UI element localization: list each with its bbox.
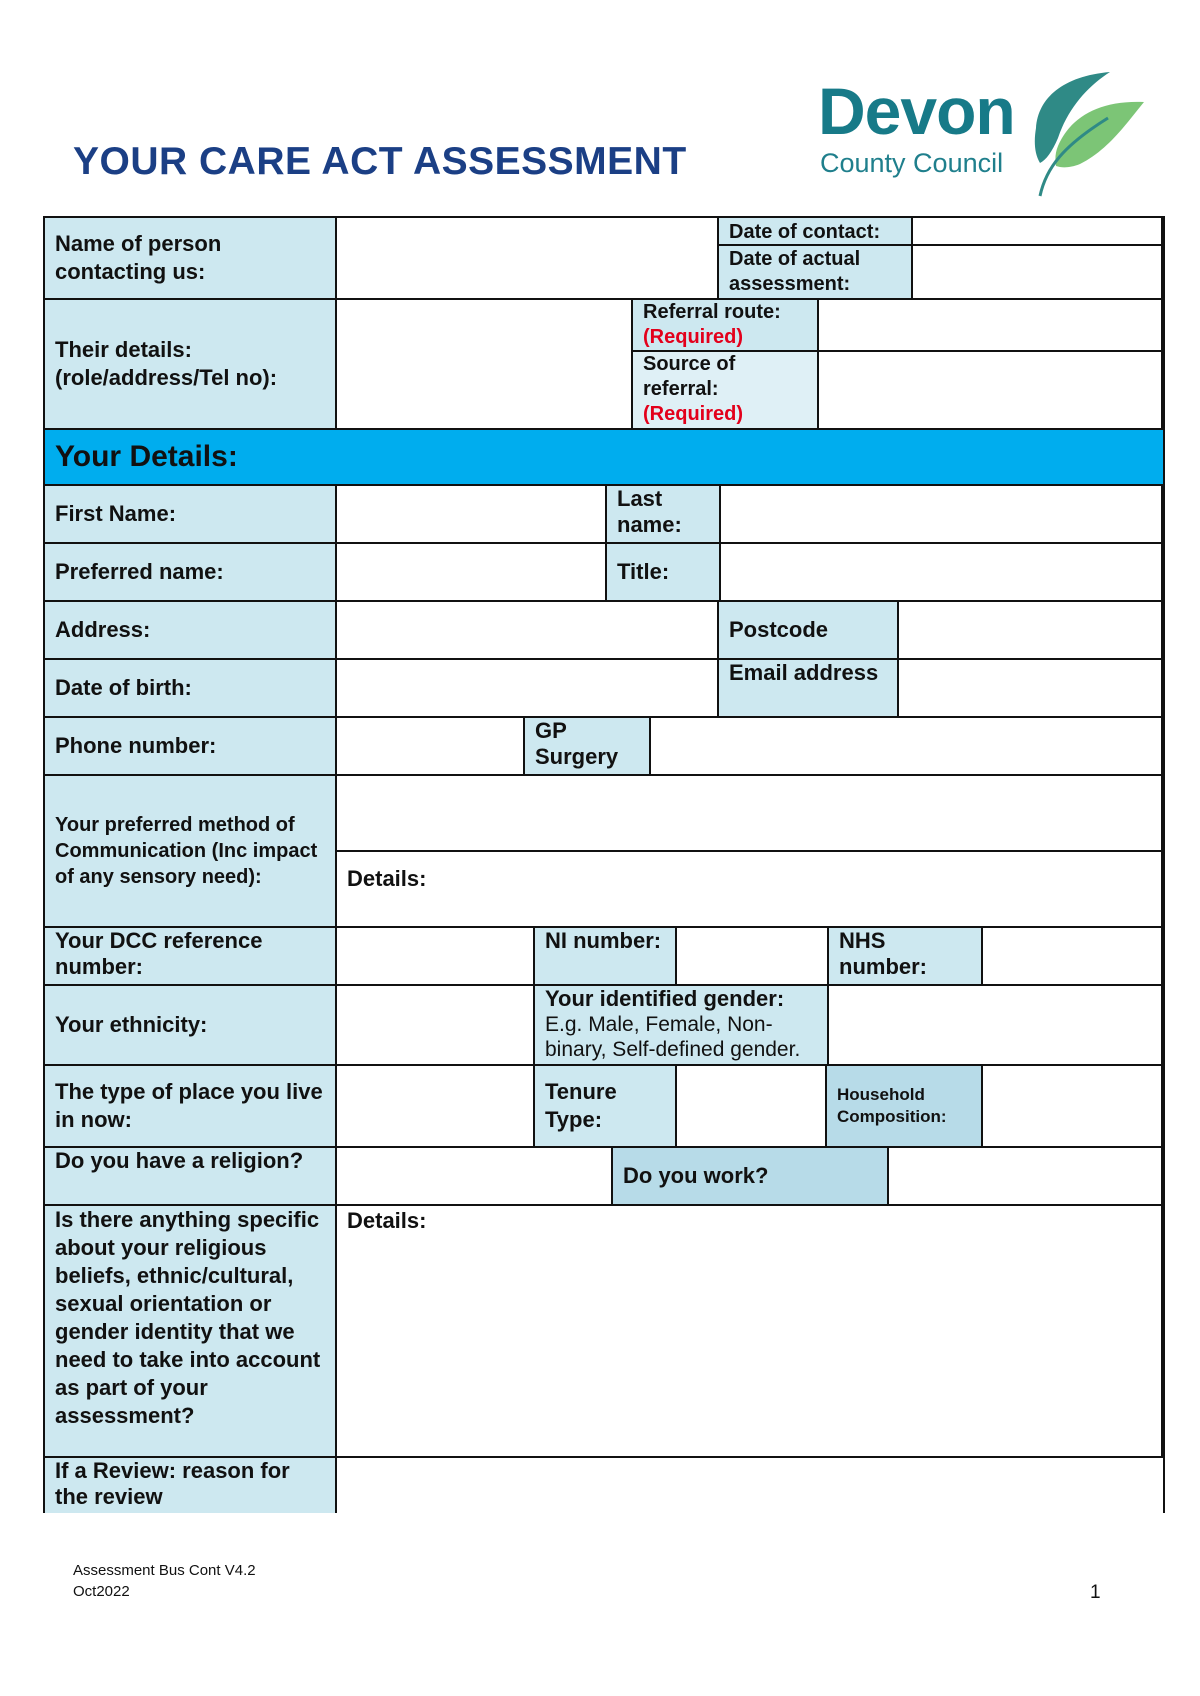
date-of-assessment-field[interactable] [913, 246, 1163, 300]
label-date-of-birth: Date of birth: [45, 660, 337, 718]
label-first-name: First Name: [45, 486, 337, 544]
label-religion: Do you have a religion? [45, 1148, 337, 1206]
label-last-name: Last name: [607, 486, 721, 544]
leaf-icon [1018, 68, 1148, 198]
page-number: 1 [1090, 1582, 1101, 1603]
preferred-name-field[interactable] [337, 544, 607, 602]
label-title: Title: [607, 544, 721, 602]
logo-text-county-council: County Council [820, 148, 1004, 178]
label-ethnicity: Your ethnicity: [45, 986, 337, 1066]
footer [73, 1560, 256, 1602]
label-phone-number: Phone number: [45, 718, 337, 776]
label-date-of-assessment: Date of actual assessment: [719, 246, 913, 300]
name-of-person-field[interactable] [337, 218, 719, 300]
specific-considerations-field[interactable]: Details: [337, 1206, 1163, 1458]
footer-date: Oct2022 [73, 1583, 130, 1600]
footer-version: Assessment Bus Cont V4.2 [73, 1562, 256, 1579]
date-of-birth-field[interactable] [337, 660, 719, 718]
identified-gender-text: Your identified gender: [545, 986, 785, 1011]
label-do-you-work: Do you work? [613, 1148, 889, 1206]
label-email-address: Email address [719, 660, 899, 718]
phone-number-field[interactable] [337, 718, 525, 776]
label-nhs-number: NHS number: [829, 928, 983, 986]
section-heading-your-details: Your Details: [45, 430, 1163, 486]
referral-route-text: Referral route: [643, 301, 781, 323]
label-specific-considerations: Is there anything specific about your religious beliefs, ethnic/cultural, sexual orientation or gender identity that we need to take into account as part of your assessment? [45, 1206, 337, 1458]
label-tenure-type: Tenure Type: [535, 1066, 677, 1148]
tenure-type-field[interactable] [677, 1066, 827, 1148]
label-dcc-reference: Your DCC reference number: [45, 928, 337, 986]
label-source-of-referral [633, 352, 819, 430]
label-communication: Your preferred method of Communication (Inc impact of any sensory need): [45, 776, 337, 928]
address-field[interactable] [337, 602, 719, 660]
ni-number-field[interactable] [677, 928, 829, 986]
title-field[interactable] [721, 544, 1163, 602]
source-of-referral-field[interactable] [819, 352, 1163, 430]
label-date-of-contact: Date of contact: [719, 218, 913, 246]
ethnicity-field[interactable] [337, 986, 535, 1066]
dcc-reference-field[interactable] [337, 928, 535, 986]
postcode-field[interactable] [899, 602, 1163, 660]
household-composition-field[interactable] [983, 1066, 1163, 1148]
referral-route-required: (Required) [643, 326, 743, 348]
last-name-field[interactable] [721, 486, 1163, 544]
label-address: Address: [45, 602, 337, 660]
label-referral-route [633, 300, 819, 352]
page-title: YOUR CARE ACT ASSESSMENT [73, 140, 687, 183]
communication-method-field[interactable] [337, 776, 1163, 852]
do-you-work-field[interactable] [889, 1148, 1163, 1206]
label-identified-gender [535, 986, 829, 1066]
identified-gender-hint: E.g. Male, Female, Non-binary, Self-defined gender. [545, 1013, 801, 1061]
nhs-number-field[interactable] [983, 928, 1163, 986]
their-details-field[interactable] [337, 300, 633, 430]
date-of-contact-field[interactable] [913, 218, 1163, 246]
email-address-field[interactable] [899, 660, 1163, 718]
label-preferred-name: Preferred name: [45, 544, 337, 602]
referral-route-field[interactable] [819, 300, 1163, 352]
label-gp-surgery: GP Surgery [525, 718, 651, 776]
type-of-place-field[interactable] [337, 1066, 535, 1148]
label-type-of-place: The type of place you live in now: [45, 1066, 337, 1148]
devon-county-council-logo [818, 68, 1148, 198]
label-name-of-person: Name of person contacting us: [45, 218, 337, 300]
religion-field[interactable] [337, 1148, 613, 1206]
label-their-details: Their details: (role/address/Tel no): [45, 300, 337, 430]
source-of-referral-required: (Required) [643, 403, 743, 425]
label-ni-number: NI number: [535, 928, 677, 986]
source-of-referral-text: Source of referral: [643, 353, 736, 400]
communication-details-field[interactable]: Details: [337, 852, 1163, 928]
logo-text-devon: Devon [818, 74, 1015, 148]
first-name-field[interactable] [337, 486, 607, 544]
gp-surgery-field[interactable] [651, 718, 1163, 776]
identified-gender-field[interactable] [829, 986, 1163, 1066]
label-household-composition: Household Composition: [827, 1066, 983, 1148]
label-postcode: Postcode [719, 602, 899, 660]
review-reason-field[interactable] [337, 1458, 1163, 1513]
assessment-form [43, 216, 1165, 1513]
label-review-reason: If a Review: reason for the review [45, 1458, 337, 1513]
